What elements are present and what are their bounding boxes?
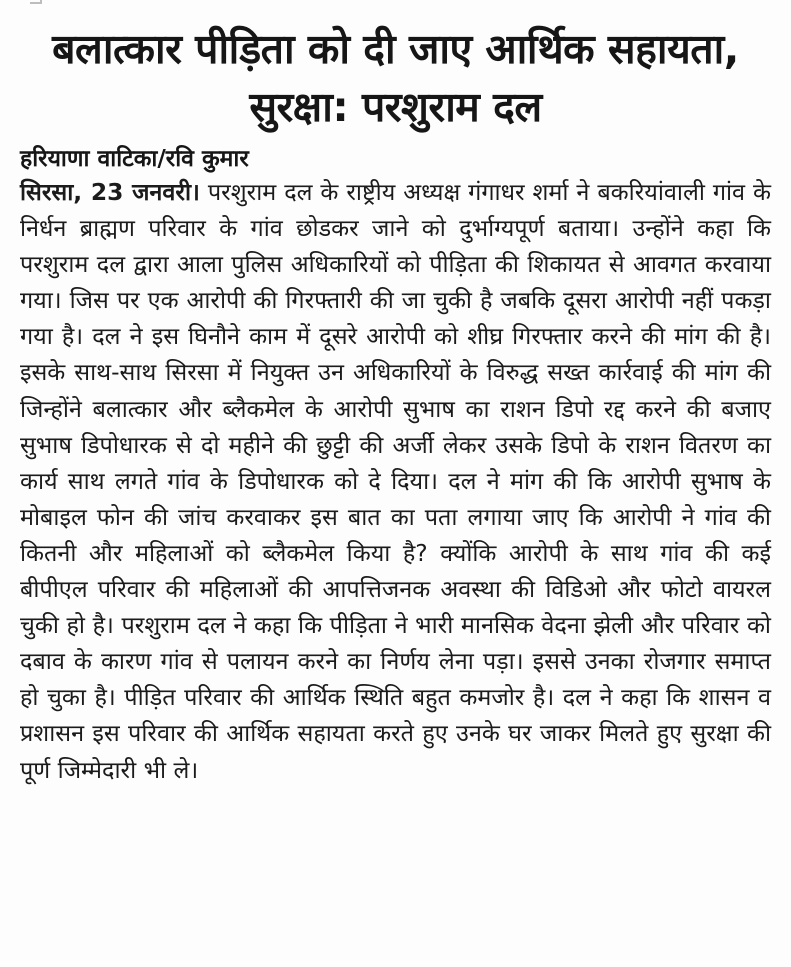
article-body-text: परशुराम दल के राष्ट्रीय अध्यक्ष गंगाधर शर्मा ने बकरियांवाली गांव के निर्धन ब्राह्मण परिवार के गांव छोडकर जाने को दुर्भाग्यपूर्ण बताया। उन्होंने कहा कि परशुराम दल द्वारा आला पुलिस अधिकारियों को पीड़िता की शिकायत से आवगत करवाया गया। जिस पर एक आरोपी की गिरफ्तारी की जा चुकी है जबकि दूसरा आरोपी नहीं पकड़ा गया है। दल ने इस घिनौने काम में दूसरे आरोपी को शीघ्र गिरफ्तार करने की मांग की है। इसके साथ-साथ सिरसा में नियुक्त उन अधिकारियों के विरुद्ध सख्त कार्रवाई की मांग की जिन्होंने बलात्कार और ब्लैकमेल के आरोपी सुभाष का राशन डिपो रद्द करने की बजाए सुभाष डिपोधारक से दो महीने की छुट्टी की अर्जी लेकर उसके डिपो के राशन वितरण का कार्य साथ लगते गांव के डिपोधारक को दे दिया। दल ने मांग की कि आरोपी सुभाष के मोबाइल फोन की जांच करवाकर इस बात का पता लगाया जाए कि आरोपी ने गांव की कितनी और महिलाओं को ब्लैकमेल किया है? क्योंकि आरोपी के साथ गांव की कई बीपीएल परिवार की महिलाओं की आपत्तिजनक अवस्था की विडिओ और फोटो वायरल चुकी हो है। परशुराम दल ने कहा कि पीड़िता ने भारी मानसिक वेदना झेली और परिवार को दबाव के कारण गांव से पलायन करने का निर्णय लेना पड़ा। इससे उनका रोजगार समाप्त हो चुका है। पीड़ित परिवार की आर्थिक स्थिति बहुत कमजोर है। दल ने कहा कि शासन व प्रशासन इस परिवार की आर्थिक सहायता करते हुए उनके घर जाकर मिलते हुए सुरक्षा की पूर्ण जिम्मेदारी भी ले। — [20, 178, 771, 784]
headline-line-1: बलात्कार पीड़िता को दी जाए आर्थिक सहायता, — [52, 25, 739, 73]
article-byline: हरियाणा वाटिका/रवि कुमार — [20, 146, 249, 172]
article-body — [0, 174, 791, 788]
headline-line-2: सुरक्षा: परशुराम दल — [249, 83, 542, 131]
clipping-edge-mark — [30, 0, 42, 4]
article-dateline: सिरसा, 23 जनवरी। — [20, 178, 200, 206]
article-headline — [0, 0, 791, 136]
